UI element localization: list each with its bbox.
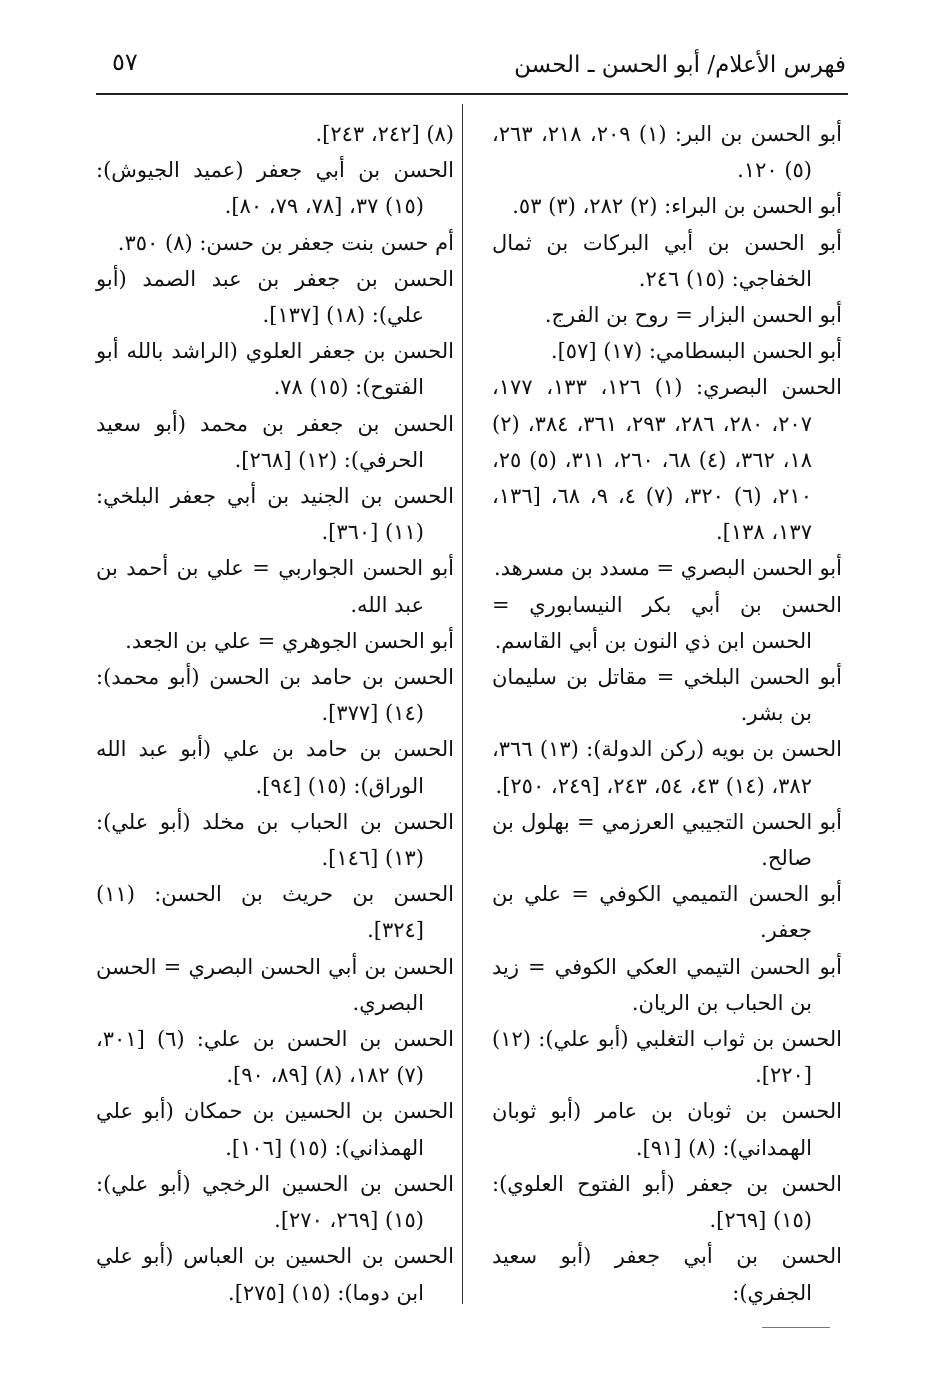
running-title: فهرس الأعلام/ أبو الحسن ـ الحسن — [514, 52, 846, 78]
index-entry — [492, 804, 842, 876]
index-entry — [96, 261, 454, 333]
index-entry-text: الحسن بن بويه (ركن الدولة): (١٣) ٣٦٦، ٣٨٢، (١٤) ٤٣، ٥٤، ٢٤٣، [٢٤٩، ٢٥٠]. — [492, 737, 842, 798]
index-entry-text: أبو الحسن بن البر: (١) ٢٠٩، ٢١٨، ٢٦٣، (٥) ١٢٠. — [492, 122, 843, 183]
index-entry — [492, 731, 842, 803]
column-divider — [462, 104, 463, 1304]
left-column — [96, 116, 454, 1311]
index-entry-text: الحسن بن أبي الحسن البصري = الحسن البصري. — [96, 954, 454, 1015]
index-entry — [492, 1093, 842, 1165]
index-entry — [96, 876, 454, 948]
index-entry — [96, 225, 454, 261]
index-entry-text: الحسن بن أبي جعفر (عميد الجيوش): (١٥) ٣٧، [٧٨، ٧٩، ٨٠]. — [96, 158, 454, 219]
index-entry — [492, 188, 842, 224]
index-entry — [96, 406, 454, 478]
index-entry-text: الحسن بن الحسين الرخجي (أبو علي): (١٥) [٢٦٩، ٢٧٠]. — [96, 1171, 454, 1233]
right-column — [492, 116, 842, 1311]
index-entry-text: أبو الحسن البسطامي: (١٧) [٥٧]. — [550, 339, 842, 364]
index-entry — [96, 333, 454, 405]
index-entry — [96, 1093, 454, 1165]
index-entry-text: الحسن بن ثوبان بن عامر (أبو ثوبان الهمداني): (٨) [٩١]. — [492, 1099, 842, 1160]
index-entry — [492, 369, 842, 550]
index-entry — [96, 116, 454, 152]
index-entry — [492, 333, 842, 369]
index-entry-text: أبو الحسن الجوهري = علي بن الجعد. — [125, 628, 454, 653]
index-entry — [96, 1166, 454, 1238]
index-entry-text: الحسن بن الحسين بن العباس (أبو علي ابن دوما): (١٥) [٢٧٥]. — [96, 1244, 454, 1305]
index-entry-text: أبو الحسن البصري = مسدد بن مسرهد. — [493, 556, 842, 581]
index-entry-text: الحسن بن الجنيد بن أبي جعفر البلخي: (١١) [٣٦٠]. — [96, 484, 454, 545]
index-entry-text: أبو الحسن البلخي = مقاتل بن سليمان بن بشر. — [492, 665, 842, 726]
index-entry-text: أبو الحسن التميمي الكوفي = علي بن جعفر. — [492, 882, 842, 943]
index-entry — [96, 949, 454, 1021]
index-entry-text: أم حسن بنت جعفر بن حسن: (٨) ٣٥٠. — [117, 230, 454, 255]
index-entry-text: الحسن بن حامد بن علي (أبو عبد الله الوراق): (١٥) [٩٤]. — [96, 737, 454, 798]
index-entry-text: أبو الحسن التجيبي العرزمي = بهلول بن صالح. — [492, 809, 842, 871]
index-entry — [96, 623, 454, 659]
index-entry — [96, 804, 454, 876]
header-divider — [96, 93, 848, 95]
index-entry — [492, 1238, 842, 1310]
index-entry-text: الحسن بن ثواب التغلبي (أبو علي): (١٢) [٢٢٠]. — [492, 1027, 842, 1088]
index-entry-text: الحسن بن جعفر (أبو الفتوح العلوي): (١٥) [٢٦٩]. — [492, 1171, 842, 1233]
index-entry-text: أبو الحسن التيمي العكي الكوفي = زيد بن الحباب بن الريان. — [492, 954, 842, 1015]
index-entry — [96, 659, 454, 731]
index-entry — [492, 876, 842, 948]
index-entry — [492, 297, 842, 333]
index-entry — [96, 1021, 454, 1093]
page-number: ٥٧ — [112, 48, 138, 76]
index-entry — [492, 949, 842, 1021]
index-entry — [96, 478, 454, 550]
footnote-rule — [762, 1327, 830, 1328]
index-entry-text: الحسن بن أبي جعفر (أبو سعيد الجفري): — [492, 1244, 842, 1305]
index-entry-text: أبو الحسن البزار = روح بن الفرج. — [544, 303, 842, 328]
index-entry — [492, 550, 842, 586]
index-entry-text: الحسن بن جعفر العلوي (الراشد بالله أبو الفتوح): (١٥) ٧٨. — [96, 339, 454, 400]
index-entry — [492, 225, 842, 297]
index-entry-text: الحسن بن جعفر بن محمد (أبو سعيد الحرفي): (١٢) [٢٦٨]. — [96, 411, 454, 472]
index-entry — [492, 587, 842, 659]
index-entry-text: الحسن بن حريث بن الحسن: (١١) [٣٢٤]. — [96, 882, 454, 943]
index-entry-text: أبو الحسن الجواربي = علي بن أحمد بن عبد الله. — [96, 556, 454, 617]
index-entry — [96, 152, 454, 224]
index-entry-text: الحسن البصري: (١) ١٢٦، ١٣٣، ١٧٧، ٢٠٧، ٢٨٠، ٢٨٦، ٢٩٣، ٣٦١، ٣٨٤، (٢) ١٨، ٣٦٢، (٤) ٦٨، ٢٦٠، ٣١١، (٥) ٢٥، ٢١٠، (٦) ٣٢٠، (٧) ٤، ٩، ٦٨، [١٣٦، ١٣٧، ١٣٨]. — [492, 375, 842, 545]
index-entry — [492, 1021, 842, 1093]
index-entry-text: أبو الحسن بن البراء: (٢) ٢٨٢، (٣) ٥٣. — [512, 194, 842, 219]
index-entry-text: الحسن بن جعفر بن عبد الصمد (أبو علي): (١٨) [١٣٧]. — [96, 266, 454, 328]
index-entry — [96, 731, 454, 803]
index-entry — [96, 1238, 454, 1310]
index-entry-text: الحسن بن الحباب بن مخلد (أبو علي): (١٣) [١٤٦]. — [96, 809, 454, 871]
index-entry — [492, 659, 842, 731]
index-entry — [492, 116, 842, 188]
index-entry-text: الحسن بن الحسين بن حمكان (أبو علي الهمذاني): (١٥) [١٠٦]. — [96, 1099, 454, 1160]
index-entry-text: الحسن بن أبي بكر النيسابوري = الحسن ابن ذي النون بن أبي القاسم. — [492, 592, 842, 653]
index-entry — [492, 1166, 842, 1238]
index-entry — [96, 550, 454, 622]
index-entry-text: أبو الحسن بن أبي البركات بن ثمال الخفاجي: (١٥) ٢٤٦. — [492, 230, 842, 291]
index-entry-text: (٨) [٢٤٢، ٢٤٣]. — [315, 122, 454, 146]
index-entry-text: الحسن بن حامد بن الحسن (أبو محمد): (١٤) [٣٧٧]. — [96, 665, 454, 726]
index-entry-text: الحسن بن الحسن بن علي: (٦) [٣٠١، (٧) ١٨٢، (٨) [٨٩، ٩٠]. — [96, 1027, 454, 1088]
